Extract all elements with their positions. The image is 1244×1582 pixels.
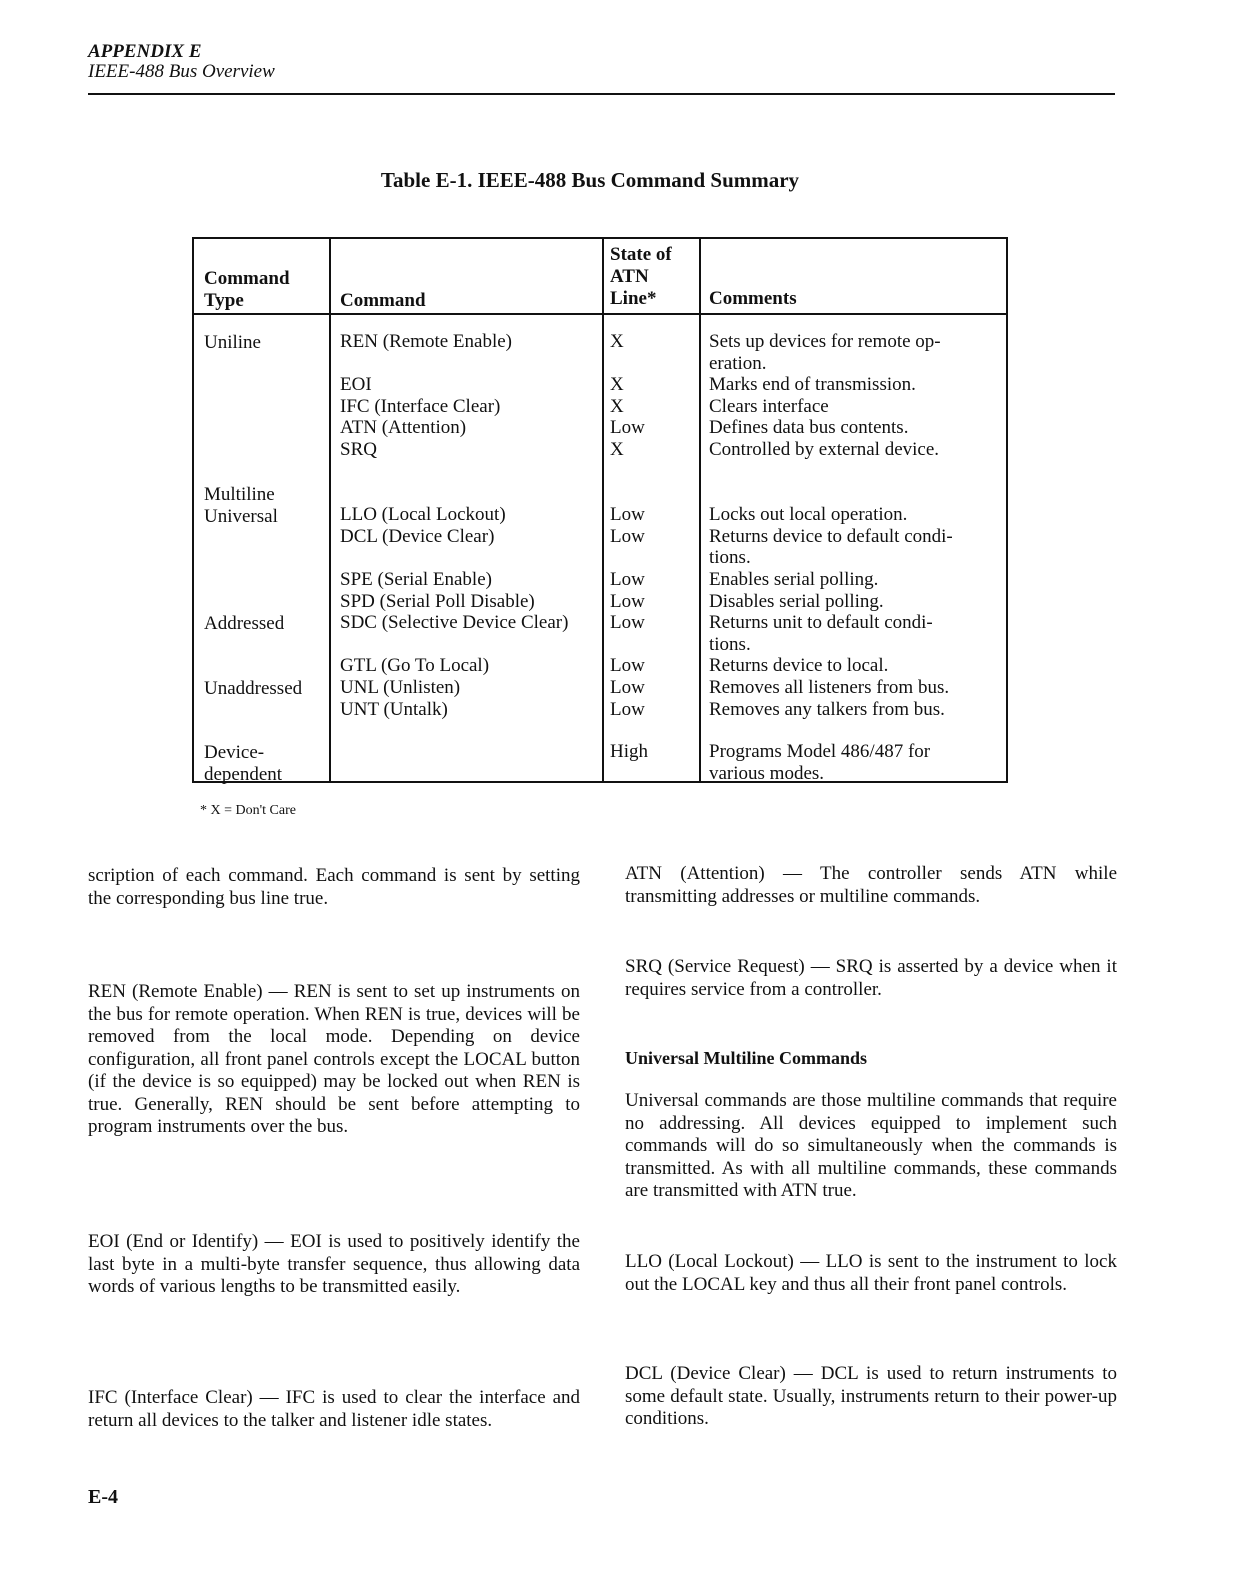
atn-state-cell: Low [610, 591, 645, 612]
command-cell: SPE (Serial Enable) [340, 569, 492, 590]
left-para-eoi: EOI (End or Identify) — EOI is used to positively identify the last byte in a multi-byte transfer sequence, thus allowing data words of various lengths to be transmitted easily. [88, 1231, 580, 1297]
comment-cell: Returns unit to default condi- [709, 612, 933, 633]
comment-cell: Removes any talkers from bus. [709, 699, 945, 720]
section-title: IEEE-488 Bus Overview [88, 61, 275, 82]
command-type-cell: Multiline [204, 484, 275, 505]
command-cell: GTL (Go To Local) [340, 655, 490, 676]
comment-cell: Locks out local operation. [709, 504, 908, 525]
atn-state-cell: X [610, 439, 624, 460]
command-cell: ATN (Attention) [340, 417, 467, 438]
table-footnote: * X = Don't Care [200, 803, 296, 818]
comment-cell: Clears interface [709, 396, 829, 417]
page-number: E-4 [88, 1486, 118, 1508]
command-cell: EOI [340, 374, 372, 395]
command-summary-table [192, 237, 1008, 783]
comment-cell: eration. [709, 353, 767, 374]
subhead-universal: Universal Multiline Commands [625, 1048, 868, 1068]
header-rule [88, 93, 1115, 95]
atn-state-cell: Low [610, 655, 645, 676]
command-cell: SDC (Selective Device Clear) [340, 612, 569, 633]
comment-cell: tions. [709, 547, 751, 568]
command-cell: UNL (Unlisten) [340, 677, 461, 698]
header-command-type: Command Type [204, 268, 290, 311]
atn-state-cell: Low [610, 504, 645, 525]
command-cell: SRQ [340, 439, 377, 460]
command-cell: DCL (Device Clear) [340, 526, 495, 547]
right-para-srq: SRQ (Service Request) — SRQ is asserted by a device when it requires service from a controller. [625, 956, 1117, 1000]
column-divider [699, 239, 701, 781]
left-para-ifc: IFC (Interface Clear) — IFC is used to clear the interface and return all devices to the talker and listener idle states. [88, 1387, 580, 1431]
column-divider [329, 239, 331, 781]
command-cell: REN (Remote Enable) [340, 331, 513, 352]
table-caption: Table E-1. IEEE-488 Bus Command Summary [380, 168, 800, 192]
comment-cell: various modes. [709, 763, 825, 784]
left-para-intro: scription of each command. Each command is sent by setting the corresponding bus line true. [88, 865, 580, 909]
right-para-dcl: DCL (Device Clear) — DCL is used to return instruments to some default state. Usually, instruments return to their power-up conditions. [625, 1363, 1117, 1429]
command-cell: UNT (Untalk) [340, 699, 448, 720]
command-cell: IFC (Interface Clear) [340, 396, 501, 417]
atn-state-cell: Low [610, 699, 645, 720]
left-para-ren: REN (Remote Enable) — REN is sent to set up instruments on the bus for remote operation. When REN is true, devices will be removed from the local mode. Depending on device configuration, all front panel controls except the LOCAL button (if the device is so equipped) may be locked out when REN is true. Generally, REN should be sent before attempting to program instruments over the bus. [88, 981, 580, 1137]
atn-state-cell: Low [610, 569, 645, 590]
command-type-cell: Uniline [204, 332, 261, 353]
comment-cell: Returns device to default condi- [709, 526, 953, 547]
comment-cell: Disables serial polling. [709, 591, 884, 612]
atn-state-cell: Low [610, 417, 645, 438]
column-divider [602, 239, 604, 781]
right-para-atn: ATN (Attention) — The controller sends ATN while transmitting addresses or multiline commands. [625, 863, 1117, 907]
comment-cell: Programs Model 486/487 for [709, 741, 931, 762]
comment-cell: Marks end of transmission. [709, 374, 916, 395]
running-header [88, 42, 275, 82]
header-atn-state: State of ATN Line* [610, 244, 672, 309]
atn-state-cell: Low [610, 526, 645, 547]
command-cell: SPD (Serial Poll Disable) [340, 591, 535, 612]
atn-state-cell: X [610, 331, 624, 352]
right-para-llo: LLO (Local Lockout) — LLO is sent to the instrument to lock out the LOCAL key and thus all their front panel controls. [625, 1251, 1117, 1295]
comment-cell: Removes all listeners from bus. [709, 677, 950, 698]
command-type-cell: Unaddressed [204, 678, 303, 699]
comment-cell: Enables serial polling. [709, 569, 879, 590]
comment-cell: Returns device to local. [709, 655, 889, 676]
command-type-cell: Universal [204, 506, 278, 527]
comment-cell: tions. [709, 634, 751, 655]
appendix-label: APPENDIX E [88, 41, 202, 62]
atn-state-cell: X [610, 374, 624, 395]
comment-cell: Controlled by external device. [709, 439, 940, 460]
atn-state-cell: X [610, 396, 624, 417]
command-cell: LLO (Local Lockout) [340, 504, 506, 525]
atn-state-cell: Low [610, 612, 645, 633]
command-type-cell: Device- [204, 742, 265, 763]
header-command: Command [340, 290, 426, 311]
comment-cell: Sets up devices for remote op- [709, 331, 941, 352]
header-divider [194, 313, 1006, 315]
atn-state-cell: Low [610, 677, 645, 698]
right-para-universal: Universal commands are those multiline commands that require no addressing. All devices equipped to implement such commands will do so simultaneously when the commands is transmitted. As with all multiline commands, these commands are transmitted with ATN true. [625, 1090, 1117, 1201]
command-type-cell: dependent [204, 764, 283, 785]
comment-cell: Defines data bus contents. [709, 417, 909, 438]
command-type-cell: Addressed [204, 613, 285, 634]
atn-state-cell: High [610, 741, 648, 762]
header-comments: Comments [709, 288, 797, 309]
